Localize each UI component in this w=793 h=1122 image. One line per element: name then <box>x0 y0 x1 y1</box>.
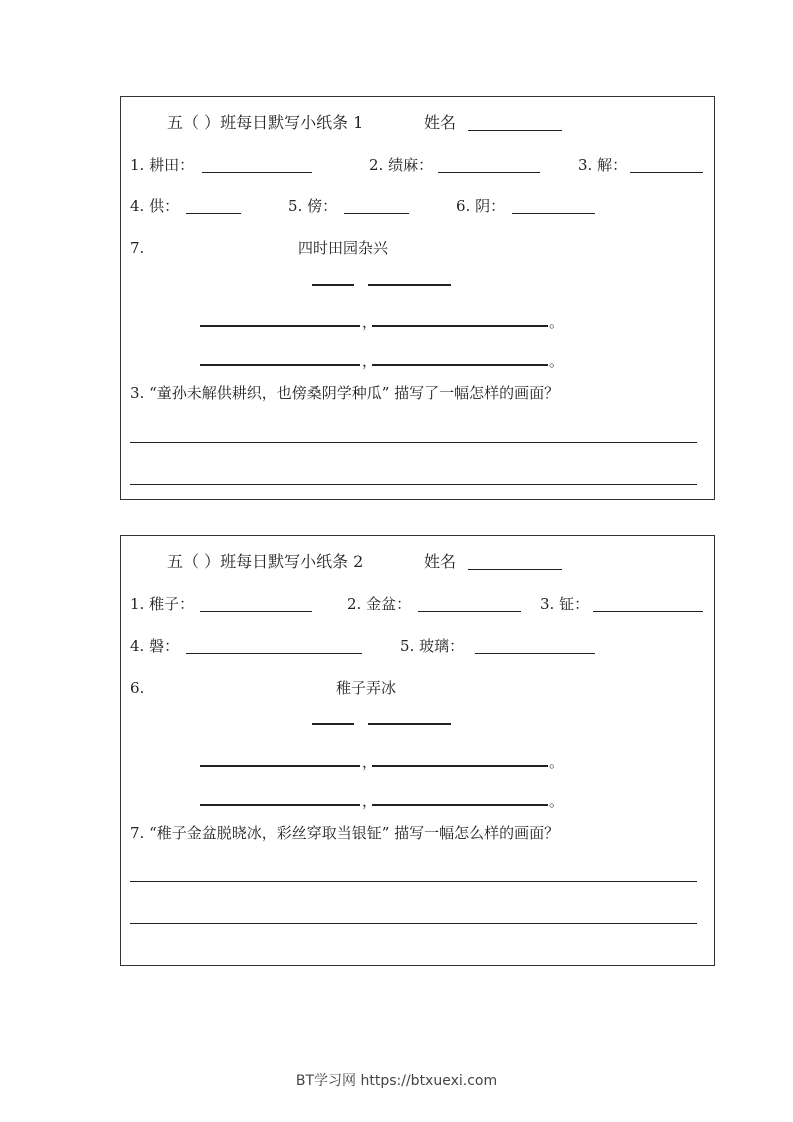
card1-poem-title: 四时田园杂兴 <box>298 239 389 257</box>
author-blank[interactable] <box>368 284 451 286</box>
card2-poem-number: 6. <box>130 679 145 697</box>
answer-line[interactable] <box>130 923 697 924</box>
card2-name-label: 姓名 <box>424 552 457 571</box>
answer-line[interactable] <box>130 881 697 882</box>
answer-blank[interactable] <box>418 611 521 612</box>
card1-item-3: 3. 解： <box>578 156 628 174</box>
answer-blank[interactable] <box>475 653 595 654</box>
card2-item-1: 1. 稚子： <box>130 595 195 613</box>
answer-blank[interactable] <box>186 213 241 214</box>
answer-blank[interactable] <box>200 611 312 612</box>
period: 。 <box>549 753 565 771</box>
dynasty-blank[interactable] <box>312 723 354 725</box>
answer-blank[interactable] <box>593 611 703 612</box>
card2-item-3: 3. 钲： <box>540 595 590 613</box>
card1-item-4: 4. 供： <box>130 197 180 215</box>
answer-line[interactable] <box>130 484 697 485</box>
answer-blank[interactable] <box>344 213 409 214</box>
card2-item-4: 4. 磐： <box>130 637 180 655</box>
poem-line-blank[interactable] <box>372 765 548 767</box>
footer-watermark: BT学习网 https://btxuexi.com <box>295 1073 498 1089</box>
card1-poem-number: 7. <box>130 239 145 257</box>
card1-title: 五（ ）班每日默写小纸条 1 <box>167 113 364 132</box>
dictation-card-2 <box>120 535 715 966</box>
poem-line-blank[interactable] <box>200 765 360 767</box>
poem-line-blank[interactable] <box>200 804 360 806</box>
card1-question: 3. “童孙未解供耕织，也傍桑阴学种瓜” 描写了一幅怎样的画面？ <box>130 384 560 402</box>
card1-name-blank[interactable] <box>468 130 562 131</box>
author-blank[interactable] <box>368 723 451 725</box>
answer-blank[interactable] <box>202 172 312 173</box>
period: 。 <box>549 792 565 810</box>
card2-item-5: 5. 玻璃： <box>400 637 465 655</box>
comma: ， <box>362 313 378 331</box>
answer-blank[interactable] <box>630 172 703 173</box>
card1-item-5: 5. 傍： <box>288 197 338 215</box>
comma: ， <box>362 753 378 771</box>
card2-title: 五（ ）班每日默写小纸条 2 <box>167 552 364 571</box>
card1-item-2: 2. 绩麻： <box>369 156 434 174</box>
poem-line-blank[interactable] <box>372 364 548 366</box>
poem-line-blank[interactable] <box>372 325 548 327</box>
card1-item-1: 1. 耕田： <box>130 156 195 174</box>
card2-poem-title: 稚子弄冰 <box>336 679 397 697</box>
answer-blank[interactable] <box>438 172 540 173</box>
poem-line-blank[interactable] <box>372 804 548 806</box>
comma: ， <box>362 792 378 810</box>
card2-item-2: 2. 金盆： <box>347 595 412 613</box>
period: 。 <box>549 352 565 370</box>
card2-name-blank[interactable] <box>468 569 562 570</box>
card1-name-label: 姓名 <box>424 113 457 132</box>
answer-blank[interactable] <box>512 213 595 214</box>
poem-line-blank[interactable] <box>200 325 360 327</box>
answer-blank[interactable] <box>186 653 362 654</box>
card1-item-6: 6. 阴： <box>456 197 506 215</box>
poem-line-blank[interactable] <box>200 364 360 366</box>
comma: ， <box>362 352 378 370</box>
answer-line[interactable] <box>130 442 697 443</box>
dynasty-blank[interactable] <box>312 284 354 286</box>
period: 。 <box>549 313 565 331</box>
card2-question: 7. “稚子金盆脱晓冰，彩丝穿取当银钲” 描写一幅怎么样的画面？ <box>130 824 560 842</box>
